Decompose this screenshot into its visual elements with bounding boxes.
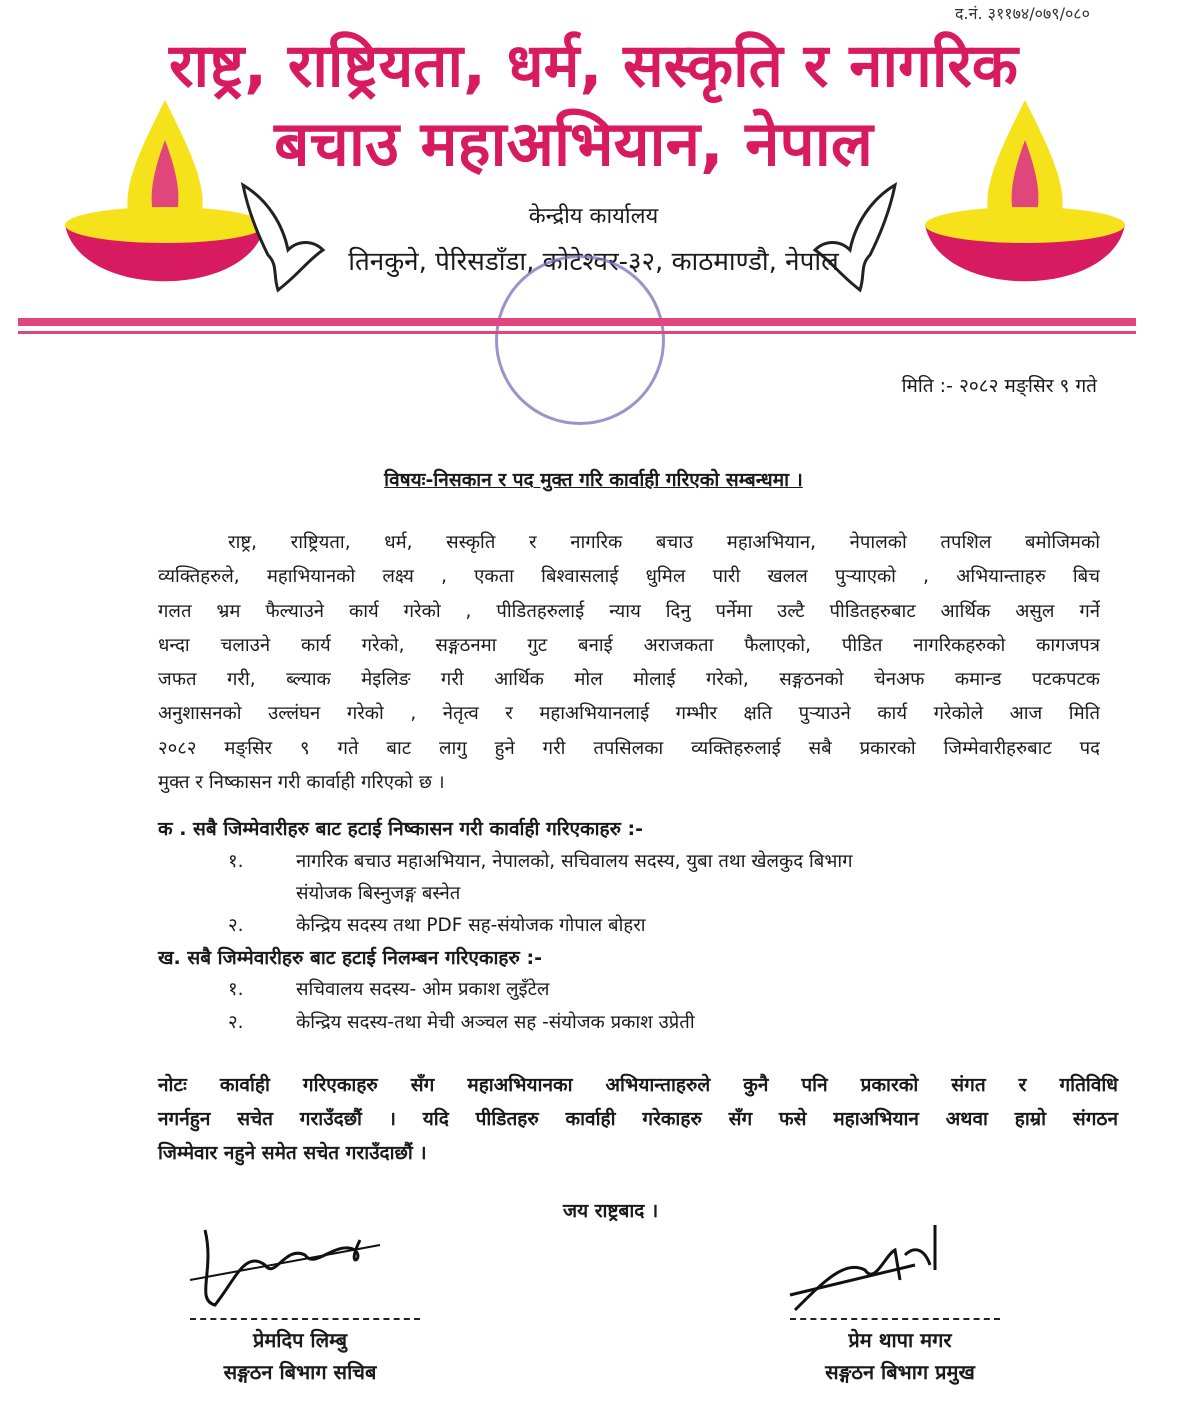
registration-number: द.नं. ३११७४/०७९/०८० (955, 4, 1090, 23)
body-paragraph (158, 526, 1100, 800)
note-line: जिम्मेवार नहुने समेत सचेत गराउँदाछौं । (158, 1142, 427, 1164)
org-title-line1: राष्ट्र, राष्ट्रियता, धर्म, सस्कृति र नागरिक (169, 31, 1018, 101)
body-line: मुक्त र निष्कासन गरी कार्वाही गरिएको छ । (158, 772, 445, 794)
signature-line (790, 1318, 1000, 1320)
letter-date: मिति :- २०८२ मङ्सिर ९ गते (901, 375, 1097, 397)
body-line: व्यक्तिहरुले, महाभियानको लक्ष्य , एकता बिश्वासलाई धुमिल पारी खलल पुऱ्याएको , अभियान्ताहरु बिच (158, 566, 1100, 588)
list-number: १. (228, 851, 244, 872)
signatory-title: सङ्गठन बिभाग सचिब (223, 1360, 377, 1384)
section-ka-heading: क . सबै जिम्मेवारीहरु बाट हटाई निष्कासन गरी कार्वाही गरिएकाहरु :- (158, 818, 644, 840)
body-line: गलत भ्रम फैल्याउने कार्य गरेको , पीडितहरुलाई न्याय दिनु पर्नेमा उल्टै पीडितहरुबाट आर्थिक असुल गर्ने (158, 600, 1100, 622)
signature-left (185, 1210, 385, 1320)
subject-text: विषयः-निसकान र पद मुक्त गरि कार्वाही गरिएको सम्बन्धमा । (384, 469, 803, 491)
note-line: नोटः कार्वाही गरिएकाहरु सँग महाअभियानका अभियान्ताहरुले कुनै पनि प्रकारको संगत र गतिविधि (158, 1074, 1118, 1096)
header-divider-thin (18, 331, 1136, 334)
list-number: २. (228, 915, 244, 936)
note-paragraph (158, 1068, 1118, 1170)
signature-right (785, 1210, 955, 1320)
list-item: केन्द्रिय सदस्य तथा PDF सह-संयोजक गोपाल बोहरा (296, 915, 646, 936)
signatory-name: प्रेम थापा मगर (848, 1328, 952, 1352)
list-item: सचिवालय सदस्य- ओम प्रकाश लुइँटेल (296, 979, 550, 1000)
org-title-line2: बचाउ महाअभियान, नेपाल (274, 107, 873, 180)
signature-line (190, 1318, 420, 1320)
section-kha-heading: ख. सबै जिम्मेवारीहरु बाट हटाई निलम्बन गरिएकाहरु :- (158, 947, 542, 969)
signatory-title: सङ्गठन बिभाग प्रमुख (825, 1360, 975, 1384)
list-item: केन्द्रिय सदस्य-तथा मेची अञ्चल सह -संयोजक प्रकाश उप्रेती (296, 1012, 695, 1033)
letter-subject (0, 466, 1187, 492)
office-label: केन्द्रीय कार्यालय (528, 204, 659, 229)
header-divider (18, 318, 1136, 326)
body-line: धन्दा चलाउने कार्य गरेको, सङ्गठनमा गुट बनाई अराजकता फैलाएको, पीडित नागरिकहरुको कागजपत्र (158, 634, 1100, 656)
office-address: तिनकुने, पेरिसडाँडा, कोटेश्वर-३२, काठमाण्डौ, नेपाल (348, 247, 839, 277)
note-line: नगर्नहुन सचेत गराउँदछौं । यदि पीडितहरु कार्वाही गरेकाहरु सँग फसे महाअभियान अथवा हाम्रो संगठन (158, 1108, 1118, 1130)
list-item-cont: संयोजक बिस्नुजङ्ग बस्नेत (296, 883, 461, 904)
body-line: राष्ट्र, राष्ट्रियता, धर्म, सस्कृति र नागरिक बचाउ महाअभियान, नेपालको तपशिल बमोजिमको (228, 532, 1100, 553)
dove-icon (238, 180, 328, 300)
dove-icon (810, 180, 900, 300)
signatory-name: प्रेमदिप लिम्बु (252, 1328, 348, 1352)
official-stamp (495, 255, 665, 425)
list-item: नागरिक बचाउ महाअभियान, नेपालको, सचिवालय सदस्य, युबा तथा खेलकुद बिभाग (296, 851, 853, 872)
list-number: १. (228, 979, 244, 1000)
closing-slogan: जय राष्ट्रबाद । (563, 1200, 659, 1222)
body-line: २०८२ मङ्सिर ९ गते बाट लागु हुने गरी तपसिलका व्यक्तिहरुलाई सबै प्रकारको जिम्मेवारीहरुबाट पद (158, 737, 1100, 759)
list-number: २. (228, 1012, 244, 1033)
body-line: अनुशासनको उल्लंघन गरेको , नेतृत्व र महाअभियानलाई गम्भीर क्षति पुऱ्याउने कार्य गरेकोले आज मिति (158, 703, 1100, 725)
body-line: जफत गरी, ब्ल्याक मेइलिङ गरी आर्थिक मोल मोलाई गरेको, सङ्गठनको चेनअफ कमान्ड पटकपटक (158, 669, 1100, 691)
